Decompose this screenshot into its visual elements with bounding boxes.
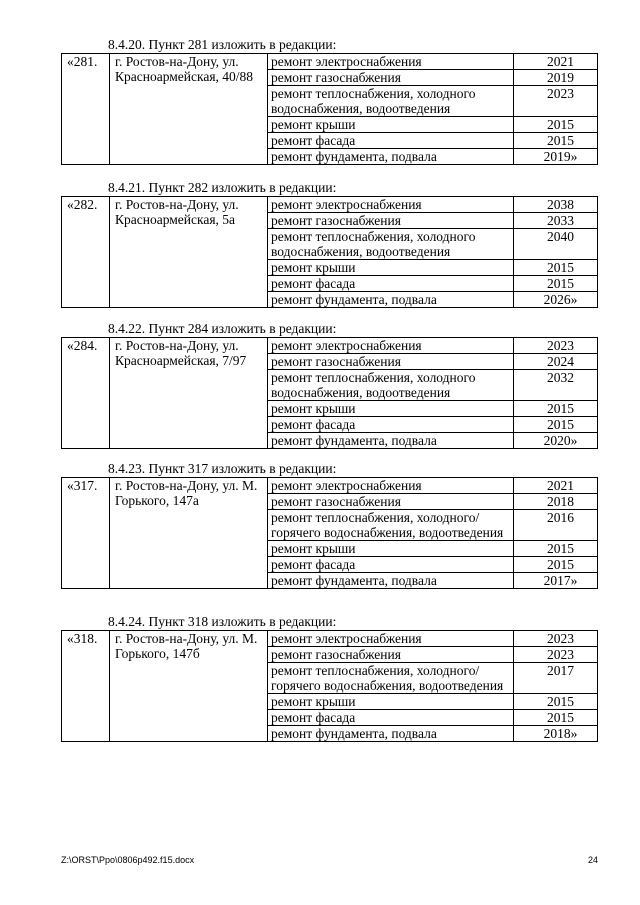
year-cell: 2017: [514, 663, 598, 694]
address-cell: г. Ростов-на-Дону, ул. М. Горького, 147б: [110, 631, 268, 742]
work-cell: ремонт электроснабжения: [268, 631, 514, 647]
work-cell: ремонт теплоснабжения, холодного водоснабжения, водоотведения: [268, 86, 514, 117]
item-number: «318.: [62, 631, 110, 742]
year-cell: 2015: [514, 710, 598, 726]
footer-file-path: Z:\ORST\Ppo\0806p492.f15.docx: [61, 855, 195, 865]
work-cell: ремонт фасада: [268, 710, 514, 726]
work-cell: ремонт крыши: [268, 401, 514, 417]
year-cell: 2020»: [514, 433, 598, 449]
work-cell: ремонт фундамента, подвала: [268, 149, 514, 165]
work-cell: ремонт электроснабжения: [268, 197, 514, 213]
work-cell: ремонт крыши: [268, 260, 514, 276]
work-cell: ремонт фасада: [268, 276, 514, 292]
work-cell: ремонт фундамента, подвала: [268, 292, 514, 308]
year-cell: 2032: [514, 370, 598, 401]
year-cell: 2015: [514, 276, 598, 292]
section-table: [61, 196, 598, 308]
work-cell: ремонт электроснабжения: [268, 338, 514, 354]
work-cell: ремонт электроснабжения: [268, 478, 514, 494]
item-number: «284.: [62, 338, 110, 449]
year-cell: 2040: [514, 229, 598, 260]
year-cell: 2023: [514, 647, 598, 663]
year-cell: 2017»: [514, 573, 598, 589]
year-cell: 2015: [514, 133, 598, 149]
table-row: [62, 631, 598, 647]
section-table: [61, 53, 598, 165]
year-cell: 2018»: [514, 726, 598, 742]
work-cell: ремонт газоснабжения: [268, 494, 514, 510]
work-cell: ремонт фундамента, подвала: [268, 573, 514, 589]
table-row: [62, 478, 598, 494]
year-cell: 2018: [514, 494, 598, 510]
work-cell: ремонт газоснабжения: [268, 354, 514, 370]
year-cell: 2015: [514, 557, 598, 573]
address-cell: г. Ростов-на-Дону, ул. Красноармейская, 5а: [110, 197, 268, 308]
year-cell: 2024: [514, 354, 598, 370]
work-cell: ремонт крыши: [268, 541, 514, 557]
year-cell: 2015: [514, 117, 598, 133]
work-cell: ремонт фундамента, подвала: [268, 726, 514, 742]
year-cell: 2033: [514, 213, 598, 229]
item-number: «281.: [62, 54, 110, 165]
work-cell: ремонт теплоснабжения, холодного водоснабжения, водоотведения: [268, 370, 514, 401]
year-cell: 2021: [514, 54, 598, 70]
year-cell: 2015: [514, 541, 598, 557]
year-cell: 2015: [514, 694, 598, 710]
work-cell: ремонт электроснабжения: [268, 54, 514, 70]
year-cell: 2026»: [514, 292, 598, 308]
section-heading: 8.4.21. Пункт 282 изложить в редакции:: [108, 180, 337, 195]
year-cell: 2015: [514, 260, 598, 276]
year-cell: 2016: [514, 510, 598, 541]
section-heading: 8.4.23. Пункт 317 изложить в редакции:: [108, 461, 337, 476]
item-number: «317.: [62, 478, 110, 589]
work-cell: ремонт крыши: [268, 117, 514, 133]
year-cell: 2015: [514, 401, 598, 417]
year-cell: 2038: [514, 197, 598, 213]
work-cell: ремонт крыши: [268, 694, 514, 710]
year-cell: 2015: [514, 417, 598, 433]
year-cell: 2019: [514, 70, 598, 86]
year-cell: 2023: [514, 631, 598, 647]
section-table: [61, 630, 598, 742]
item-number: «282.: [62, 197, 110, 308]
work-cell: ремонт фасада: [268, 557, 514, 573]
page-number: 24: [587, 855, 598, 865]
year-cell: 2019»: [514, 149, 598, 165]
year-cell: 2021: [514, 478, 598, 494]
year-cell: 2023: [514, 86, 598, 117]
address-cell: г. Ростов-на-Дону, ул. Красноармейская, 40/88: [110, 54, 268, 165]
work-cell: ремонт теплоснабжения, холодного/горячего водоснабжения, водоотведения: [268, 510, 514, 541]
table-row: [62, 338, 598, 354]
work-cell: ремонт фундамента, подвала: [268, 433, 514, 449]
address-cell: г. Ростов-на-Дону, ул. М. Горького, 147а: [110, 478, 268, 589]
work-cell: ремонт теплоснабжения, холодного/горячего водоснабжения, водоотведения: [268, 663, 514, 694]
section-table: [61, 337, 598, 449]
work-cell: ремонт фасада: [268, 133, 514, 149]
table-row: [62, 197, 598, 213]
section-heading: 8.4.22. Пункт 284 изложить в редакции:: [108, 321, 337, 336]
work-cell: ремонт газоснабжения: [268, 213, 514, 229]
section-heading: 8.4.20. Пункт 281 изложить в редакции:: [108, 37, 337, 52]
section-table: [61, 477, 598, 589]
table-row: [62, 54, 598, 70]
address-cell: г. Ростов-на-Дону, ул. Красноармейская, 7/97: [110, 338, 268, 449]
section-heading: 8.4.24. Пункт 318 изложить в редакции:: [108, 614, 337, 629]
year-cell: 2023: [514, 338, 598, 354]
work-cell: ремонт фасада: [268, 417, 514, 433]
work-cell: ремонт теплоснабжения, холодного водоснабжения, водоотведения: [268, 229, 514, 260]
work-cell: ремонт газоснабжения: [268, 70, 514, 86]
work-cell: ремонт газоснабжения: [268, 647, 514, 663]
